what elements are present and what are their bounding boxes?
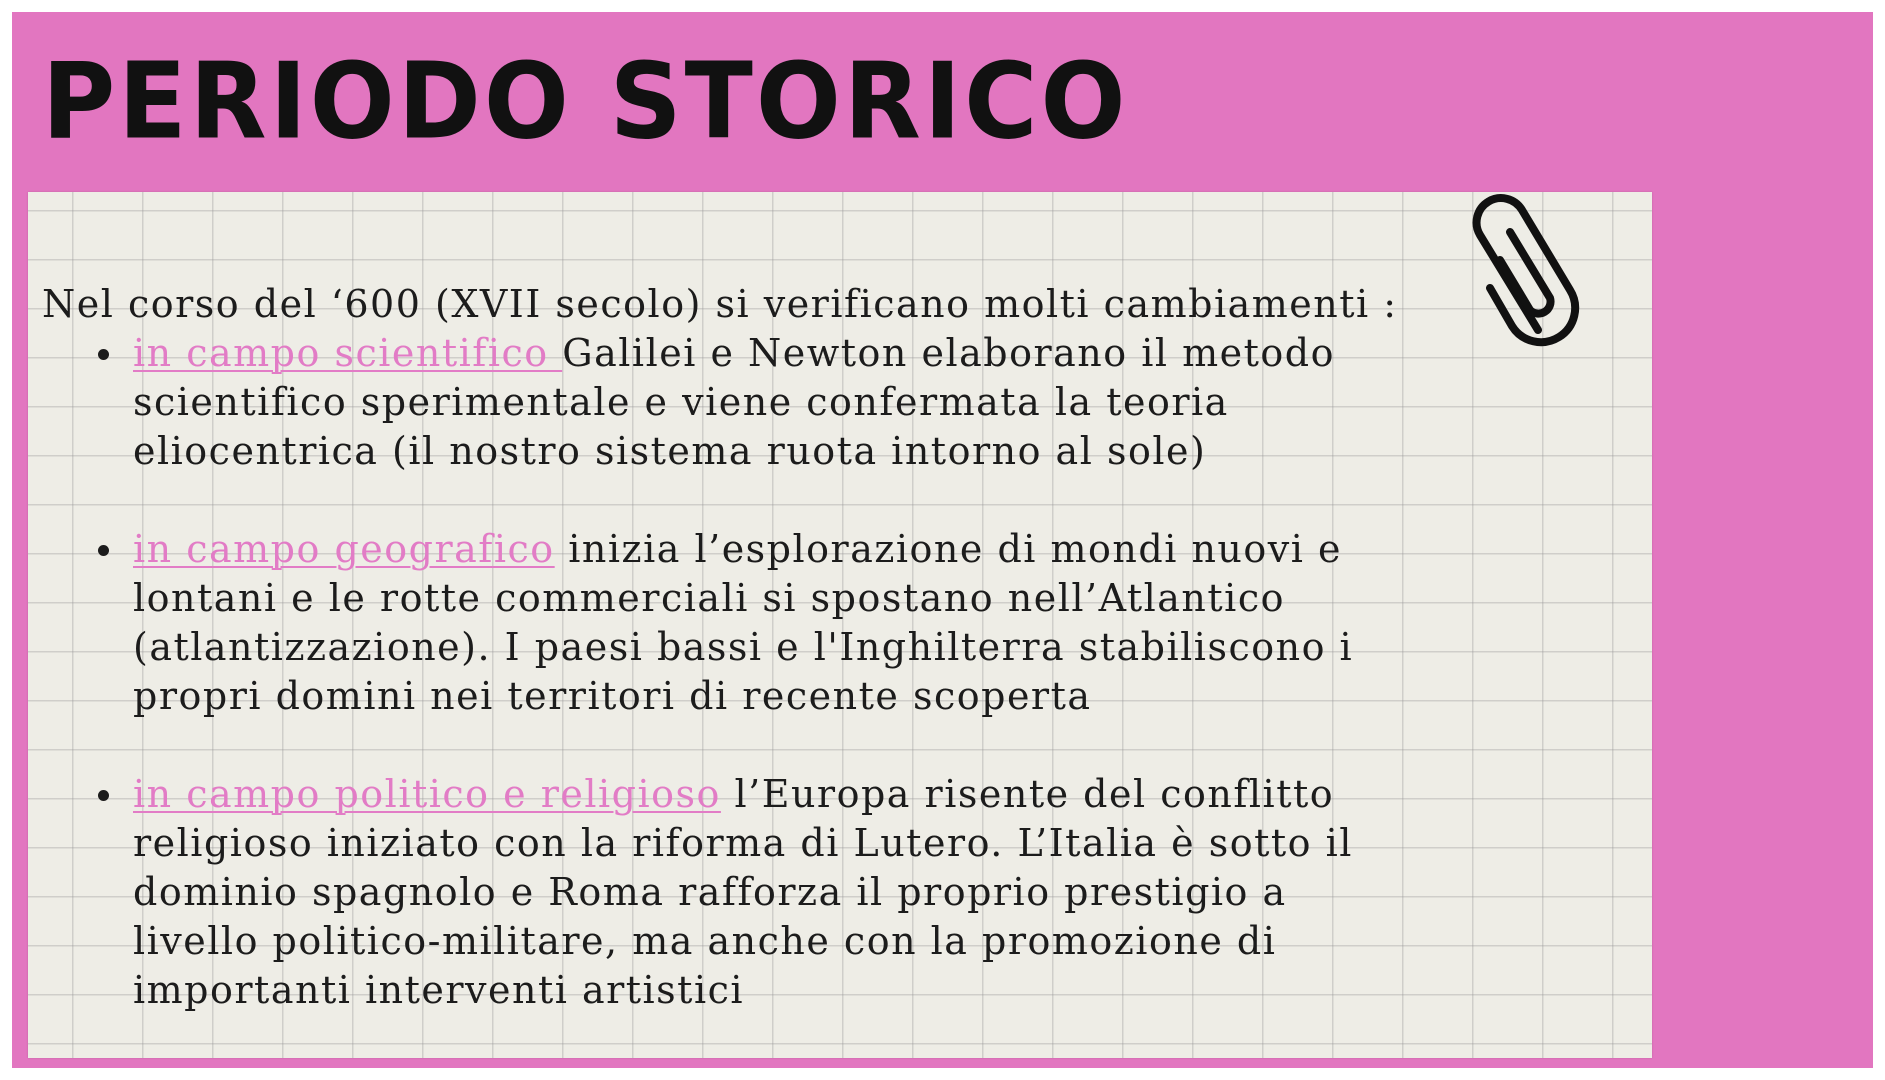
slide xyxy=(12,12,1873,1068)
bullet-icon xyxy=(98,349,109,360)
highlight-political: in campo politico e religioso xyxy=(133,772,721,816)
list-item-scientific xyxy=(42,329,1422,476)
bullet-icon xyxy=(98,545,109,556)
intro-text: Nel corso del ‘600 (XVII secolo) si verificano molti cambiamenti : xyxy=(42,282,1398,326)
content xyxy=(42,280,1422,1015)
point-text-scientific: Galilei e Newton elaborano il metodo scientifico sperimentale e viene confermata la teoria eliocentrica (il nostro sistema ruota intorno al sole) xyxy=(133,331,1335,473)
point-text-geographic: inizia l’esplorazione di mondi nuovi e lontani e le rotte commerciali si spostano nell’Atlantico (atlantizzazione). I paesi bassi e l'Inghilterra stabiliscono i propri domini nei territori di recente scoperta xyxy=(133,527,1354,718)
change-list xyxy=(42,329,1422,1015)
list-item-political xyxy=(42,770,1422,1015)
paperclip-icon xyxy=(1460,180,1580,350)
bullet-icon xyxy=(98,790,109,801)
highlight-scientific: in campo scientifico xyxy=(133,331,563,375)
point-text-political: l’Europa risente del conflitto religioso iniziato con la riforma di Lutero. L’Italia è sotto il dominio spagnolo e Roma rafforza il proprio prestigio a livello politico-militare, ma anche con la promozione di importanti interventi artistici xyxy=(133,772,1353,1012)
list-item-geographic xyxy=(42,525,1422,721)
slide-title: PERIODO STORICO xyxy=(42,40,1129,163)
highlight-geographic: in campo geografico xyxy=(133,527,555,571)
